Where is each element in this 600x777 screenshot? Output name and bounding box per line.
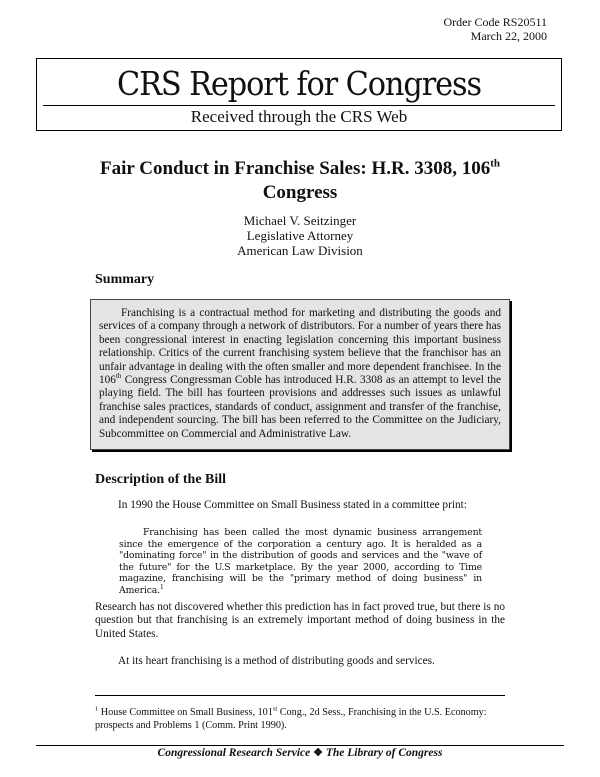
description-intro: In 1990 the House Committee on Small Business stated in a committee print: (118, 499, 467, 511)
description-paragraph-1-block (95, 601, 505, 641)
diamond-separator-icon: ❖ (313, 747, 323, 759)
description-heading: Description of the Bill (95, 472, 227, 487)
masthead-title: CRS Report for Congress (117, 64, 481, 103)
quote-paragraph (119, 527, 482, 597)
order-code-block (443, 15, 547, 43)
report-title (90, 157, 510, 205)
report-date: March 22, 2000 (470, 29, 547, 43)
footer-crs: Congressional Research Service (157, 747, 311, 759)
page-footer (36, 746, 564, 760)
footnote-ref[interactable]: 1 (159, 583, 164, 591)
committee-quote (119, 527, 482, 597)
masthead-divider (43, 105, 555, 106)
masthead (36, 58, 562, 131)
description-paragraph-2-block (95, 655, 505, 668)
report-title-main: Fair Conduct in Franchise Sales: H.R. 3308, 106 (100, 158, 491, 179)
order-code: Order Code RS20511 (443, 15, 547, 29)
footnote-text-part2: Cong., 2d Sess., Franchising in the U.S. Economy: prospects and Problems 1 (Comm. Print 1990). (95, 707, 487, 731)
summary-box (90, 299, 510, 450)
report-title-sup: th (490, 157, 500, 170)
author-title: Legislative Attorney (246, 228, 354, 243)
footnote (95, 706, 505, 732)
author-division: American Law Division (237, 243, 363, 258)
footer-loc: The Library of Congress (325, 747, 443, 759)
summary-text (99, 307, 501, 441)
quote-text: Franchising has been called the most dynamic business arrangement since the emergence of the corporation a century ago. It is heralded as a "dominating force" in the distribution of goods and services and the "wave of the future" for the U.S marketplace. By the year 2000, according to Time magazine, franchising will be the "primary method of doing business" in America. (119, 527, 482, 596)
author-name: Michael V. Seitzinger (243, 213, 357, 228)
footnote-text-part1: House Committee on Small Business, 101 (98, 707, 273, 718)
description-paragraph-2: At its heart franchising is a method of distributing goods and services. (118, 655, 435, 667)
footnote-divider (95, 695, 505, 696)
footnote-number: 1 (95, 705, 99, 713)
summary-heading: Summary (95, 272, 155, 287)
description-paragraph-1: Research has not discovered whether this prediction has in fact proved true, but there is no question but that franchising is an extremely important method of doing business in the United States. (95, 601, 505, 640)
summary-text-part2: Congress Congressman Coble has introduced H.R. 3308 as an attempt to level the playing field. The bill has fourteen provisions and addresses such issues as unlawful franchise sales practices, standards of conduct, assignment and transfer of the franchise, and independent sourcing. The bill has been referred to the Committee on the Judiciary, Subcommittee on Commercial and Administrative Law. (99, 374, 501, 440)
footnote-text-sup: st (272, 705, 278, 713)
summary-text-part1: Franchising is a contractual method for marketing and distributing the goods and services of a company through a network of distributors. For a number of years there has been congressional interest in enacting legislation concerning this important business relationship. Critics of the current franchising system believe that the franchisor has an unfair advantage in dealing with the often smaller and more dependent franchisee. In the 106 (99, 307, 501, 387)
summary-text-sup: th (115, 372, 122, 381)
masthead-subtitle: Received through the CRS Web (190, 107, 408, 126)
report-title-line2: Congress (262, 182, 338, 203)
author-block (90, 213, 510, 258)
description-intro-block (95, 499, 505, 512)
